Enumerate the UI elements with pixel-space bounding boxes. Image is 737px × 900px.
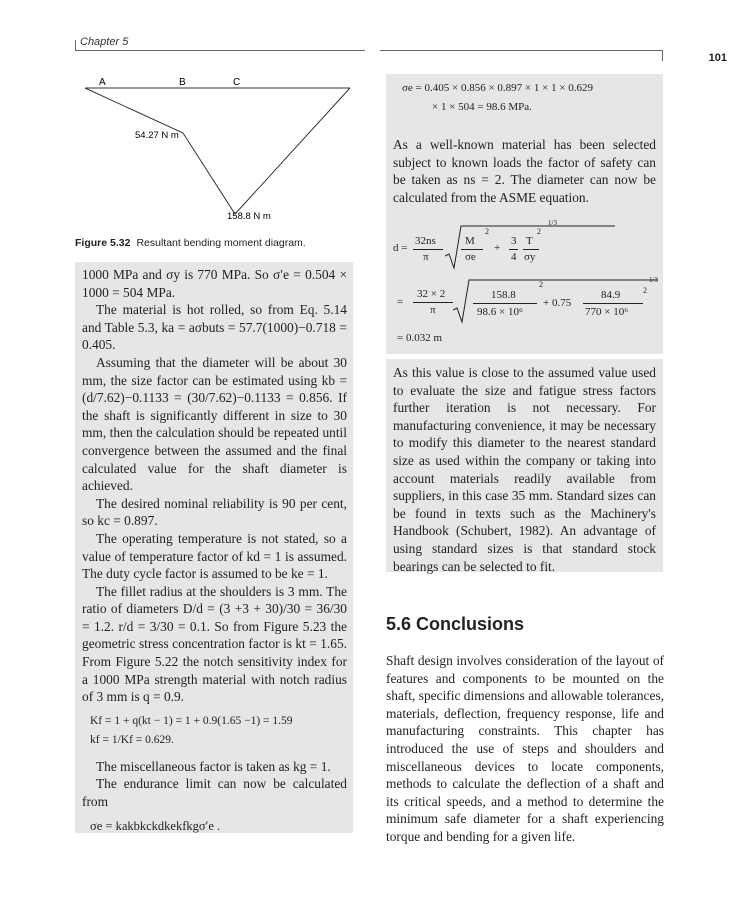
plus-sign-1: + [494,242,501,254]
frac-m: M [465,235,475,247]
square-4: 2 [643,286,647,295]
section-heading-conclusions: 5.6 Conclusions [386,614,525,634]
num-158-8: 158.8 [491,289,516,301]
result-d: = 0.032 m [397,332,443,344]
left-para-8: The endurance limit can now be calculated from [82,776,347,810]
right-eq-sigma-e-2: × 1 × 504 = 98.6 MPa. [432,101,532,113]
left-eq-kf: Kf = 1 + q(kt − 1) = 1 + 0.9(1.65 −1) = 1.59 [90,714,293,727]
left-para-4: The desired nominal reliability is 90 per cent, so kc = 0.897. [82,495,347,529]
exponent-third-1: 1/3 [548,219,557,227]
fraction-bar-t [523,249,539,250]
left-box-text [82,266,347,836]
label-c: C [233,77,241,88]
fraction-bar-84 [583,303,643,304]
label-moment-b: 54.27 N m [135,130,179,141]
label-a: A [99,77,106,88]
square-1: 2 [485,227,489,236]
left-para-2: The material is hot rolled, so from Eq. 5.14 and Table 5.3, ka = aσbuts = 57.7(1000)−0.718 = 0.405. [82,302,347,353]
figure-caption-label: Figure 5.32 [75,237,131,249]
label-b: B [179,77,186,88]
fraction-bar-m [461,249,483,250]
header-rule-tick-left [75,40,76,51]
frac-4: 4 [511,251,517,263]
frac-t: T [526,235,533,247]
page-number: 101 [708,52,727,64]
right-eq-sigma-e-1: σe = 0.405 × 0.856 × 0.897 × 1 × 1 × 0.629 [402,82,594,94]
plus-0-75: + 0.75 [543,297,572,309]
exponent-third-2: 1/3 [649,276,658,284]
fraction-bar-1 [413,249,443,250]
asme-equation [393,218,658,348]
fraction-bar-2 [413,302,453,303]
equals-sign-2: = [397,296,404,308]
label-moment-c: 158.8 N m [227,211,271,222]
fraction-32x2: 32 × 2 [417,288,446,300]
header-rule-tick-right [662,50,663,61]
left-para-3: Assuming that the diameter will be about 30 mm, the size factor can be estimated using kb = (d/7.62)−0.1133 = (30/7.62)−0.1133 = 0.856. If the shaft is significantly different in size to 30 mm, then the calculation should be repeated until convergence between the assumed and the final calculated value for the shaft diameter is achieved. [82,354,347,494]
frac-sigma-y: σy [524,251,536,263]
left-eq-endurance: σe = kakbkckdkekfkgσ′e . [90,818,221,833]
right-para-iteration: As this value is close to the assumed value used to evaluate the size and fatigue stress factors further iteration is not necessary. For manufacturing convenience, it may be necessary to modify this diameter to the nearest standard size as used within the company or taking into account materials readily available from suppliers, in this case 35 mm. Standard sizes can be found in texts such as the Machinery's Handbook (Schubert, 1982). An advantage of using standard sizes is that standard stock bearings can be selected to fit. [393,365,656,574]
figure-caption [75,237,306,249]
left-eq-kf-small: kf = 1/Kf = 0.629. [90,733,174,746]
left-para-6: The fillet radius at the shoulders is 3 mm. The ratio of diameters D/d = (3 +3 + 30)/30 = 36/30 = 1.2. r/d = 3/30 = 0.1. So from Figure 5.23 the geometric stress concentration factor is kt = 1.65. From Figure 5.22 the notch sensitivity index for a 1000 MPa strength material with notch radius of 3 mm is q = 0.9. [82,583,347,705]
running-header-chapter: Chapter 5 [80,36,129,48]
bending-moment-diagram [75,72,365,232]
fraction-pi-1: π [423,251,429,263]
den-98-6e6: 98.6 × 10⁶ [477,306,523,318]
right-para-safety: As a well-known material has been selected subject to known loads the factor of safety can be taken as ns = 2. The diameter can now be calculated from the ASME equation. [393,137,656,205]
num-84-9: 84.9 [601,289,621,301]
den-770e6: 770 × 10⁶ [585,306,629,318]
figure-caption-text: Resultant bending moment diagram. [136,237,306,249]
conclusions-paragraph: Shaft design involves consideration of the layout of features and components to be mounted on the shaft, specific dimensions and allowable tolerances, materials, deflection, frequency response, life and manufacturing constraints. This chapter has introduced the use of steps and shoulders and miscellaneous devices to locate components, methods to calculate the deflection of a shaft and its critical speeds, and a method to determine the minimum safe diameter for a shaft experiencing torque and bending for a given life. [386,653,664,844]
sqrt-sign-1 [445,224,615,270]
d-equals: d = [393,242,408,254]
fraction-bar-3-4 [509,249,518,250]
fraction-32ns: 32ns [415,235,436,247]
frac-3: 3 [511,235,517,247]
square-3: 2 [539,280,543,289]
fraction-pi-2: π [430,304,436,316]
fraction-bar-158 [473,303,537,304]
left-para-5: The operating temperature is not stated, so a value of temperature factor of kd = 1 is assumed. The duty cycle factor is assumed to be ke = 1. [82,530,347,582]
frac-sigma-e: σe [465,251,476,263]
left-para-1: 1000 MPa and σy is 770 MPa. So σ′e = 0.504 × 1000 = 504 MPa. [82,267,347,300]
moment-curve [85,88,350,214]
header-rule-right [380,50,663,51]
square-2: 2 [537,227,541,236]
left-para-7: The miscellaneous factor is taken as kg = 1. [96,758,331,774]
header-rule-left [75,50,365,51]
